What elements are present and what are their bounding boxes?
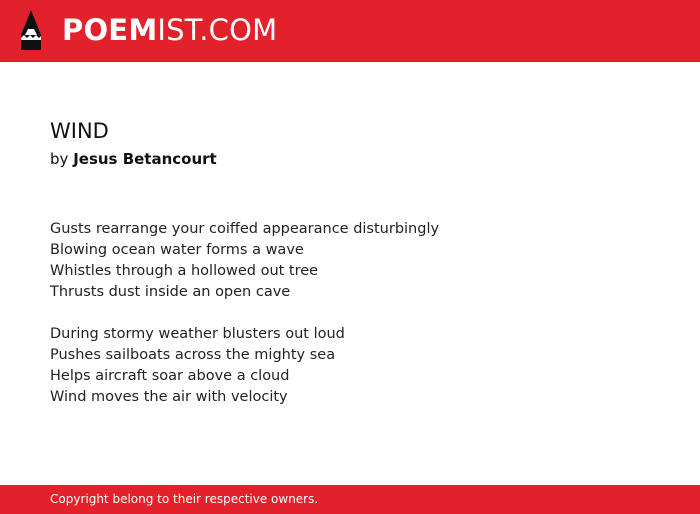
poem-line: Thrusts dust inside an open cave [50, 284, 291, 300]
poem-author: Jesus Betancourt [73, 150, 217, 168]
brand-name-bold: POEM [62, 13, 158, 47]
stanza [50, 219, 439, 303]
poem-line: Wind moves the air with velocity [50, 389, 288, 405]
poem-line: Helps aircraft soar above a cloud [50, 368, 290, 384]
poem-line: Whistles through a hollowed out tree [50, 263, 319, 279]
poem-line: During stormy weather blusters out loud [50, 326, 345, 342]
pencil-icon[interactable] [19, 10, 43, 50]
brand-name-light: IST.COM [157, 13, 278, 47]
site-header [0, 0, 700, 62]
copyright-text: Copyright belong to their respective owners. [50, 492, 319, 506]
poem-line: Pushes sailboats across the mighty sea [50, 347, 336, 363]
poem-body [50, 219, 439, 429]
poem-title: WIND [50, 119, 109, 143]
by-label: by [50, 150, 69, 168]
stanza [50, 324, 439, 408]
site-footer [0, 485, 700, 514]
poem-line: Gusts rearrange your coiffed appearance disturbingly [50, 221, 440, 237]
site-logo-text[interactable] [62, 12, 277, 48]
poem-line: Blowing ocean water forms a wave [50, 242, 304, 258]
poem-byline [50, 150, 217, 168]
